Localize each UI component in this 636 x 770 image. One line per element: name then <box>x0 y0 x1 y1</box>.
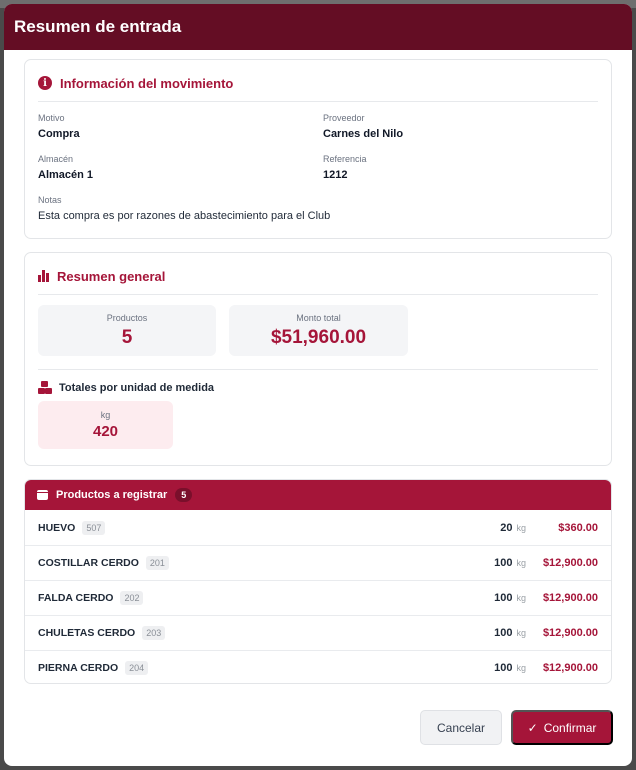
products-stat <box>38 305 216 356</box>
modal-title: Resumen de entrada <box>14 17 182 36</box>
modal-footer <box>420 710 613 745</box>
check-icon: ✓ <box>527 720 538 735</box>
field-label: Almacén <box>38 154 74 164</box>
product-price: $360.00 <box>558 521 598 534</box>
product-code: 201 <box>146 556 169 570</box>
info-circle-icon: i <box>38 76 52 90</box>
product-qty: 100 <box>494 662 513 674</box>
product-price: $12,900.00 <box>542 662 598 674</box>
unit-totals-title: Totales por unidad de medida <box>59 381 215 394</box>
product-unit: kg <box>516 558 526 568</box>
movement-info-title: Información del movimiento <box>60 75 234 91</box>
product-qty: 20 <box>500 521 513 534</box>
movement-info-header <box>38 73 598 95</box>
field-proveedor <box>323 113 598 154</box>
summary-stats <box>38 305 598 356</box>
product-code: 202 <box>120 591 143 605</box>
calendar-icon <box>37 490 48 500</box>
cubes-icon <box>38 381 52 394</box>
product-name: FALDA CERDO <box>38 592 114 604</box>
stat-label: Productos <box>106 312 148 323</box>
product-qty: 100 <box>494 627 513 639</box>
product-qty: 100 <box>494 557 513 569</box>
unit-value: 420 <box>92 423 119 440</box>
product-code: 203 <box>142 626 165 640</box>
divider <box>38 369 598 370</box>
bar-chart-icon <box>38 270 49 282</box>
product-name: CHULETAS CERDO <box>38 627 136 639</box>
entry-summary-modal <box>4 4 632 766</box>
product-unit: kg <box>516 663 526 673</box>
field-label: Proveedor <box>323 113 365 123</box>
product-row <box>25 580 611 615</box>
stat-value: $51,960.00 <box>270 326 367 348</box>
products-card <box>24 479 612 684</box>
movement-info-grid <box>38 113 598 236</box>
total-amount-stat <box>229 305 408 356</box>
unit-totals-header <box>38 381 598 394</box>
divider <box>38 294 598 295</box>
product-unit: kg <box>516 628 526 638</box>
field-value: Esta compra es por razones de abastecimiento para el Club <box>38 210 331 222</box>
product-row <box>25 615 611 650</box>
movement-info-card <box>24 59 612 239</box>
field-label: Referencia <box>323 154 367 164</box>
field-referencia <box>323 154 598 195</box>
stat-label: Monto total <box>296 312 341 323</box>
cancel-button[interactable]: Cancelar <box>420 710 502 745</box>
general-summary-title: Resumen general <box>57 268 166 284</box>
confirm-button[interactable] <box>511 710 613 745</box>
product-qty: 100 <box>494 592 513 604</box>
unit-name: kg <box>100 410 111 420</box>
field-value: Carnes del Nilo <box>323 128 404 140</box>
product-row <box>25 545 611 580</box>
product-name: HUEVO <box>38 521 76 534</box>
product-unit: kg <box>516 593 526 603</box>
field-value: Almacén 1 <box>38 169 94 181</box>
products-count-badge: 5 <box>175 488 192 502</box>
field-value: 1212 <box>323 169 348 181</box>
product-code: 204 <box>125 661 148 675</box>
modal-body <box>4 50 632 684</box>
confirm-label: Confirmar <box>543 720 597 735</box>
products-list <box>25 510 611 684</box>
divider <box>38 101 598 102</box>
field-motivo <box>38 113 323 154</box>
general-summary-header <box>38 266 598 288</box>
stat-value: 5 <box>121 326 133 348</box>
product-unit: kg <box>516 522 526 533</box>
products-title: Productos a registrar <box>56 489 168 501</box>
field-almacen <box>38 154 323 195</box>
field-notas <box>38 195 598 236</box>
product-name: PIERNA CERDO <box>38 662 119 674</box>
field-label: Notas <box>38 195 62 205</box>
unit-total-chip <box>38 401 173 449</box>
product-price: $12,900.00 <box>542 592 598 604</box>
product-code: 507 <box>82 521 105 535</box>
field-value: Compra <box>38 128 80 140</box>
product-row <box>25 510 611 545</box>
modal-header <box>4 4 632 50</box>
product-name: COSTILLAR CERDO <box>38 557 139 569</box>
product-price: $12,900.00 <box>542 627 598 639</box>
product-row <box>25 650 611 684</box>
product-price: $12,900.00 <box>542 557 598 569</box>
field-label: Motivo <box>38 113 65 123</box>
products-header <box>25 480 611 510</box>
general-summary-card <box>24 252 612 466</box>
